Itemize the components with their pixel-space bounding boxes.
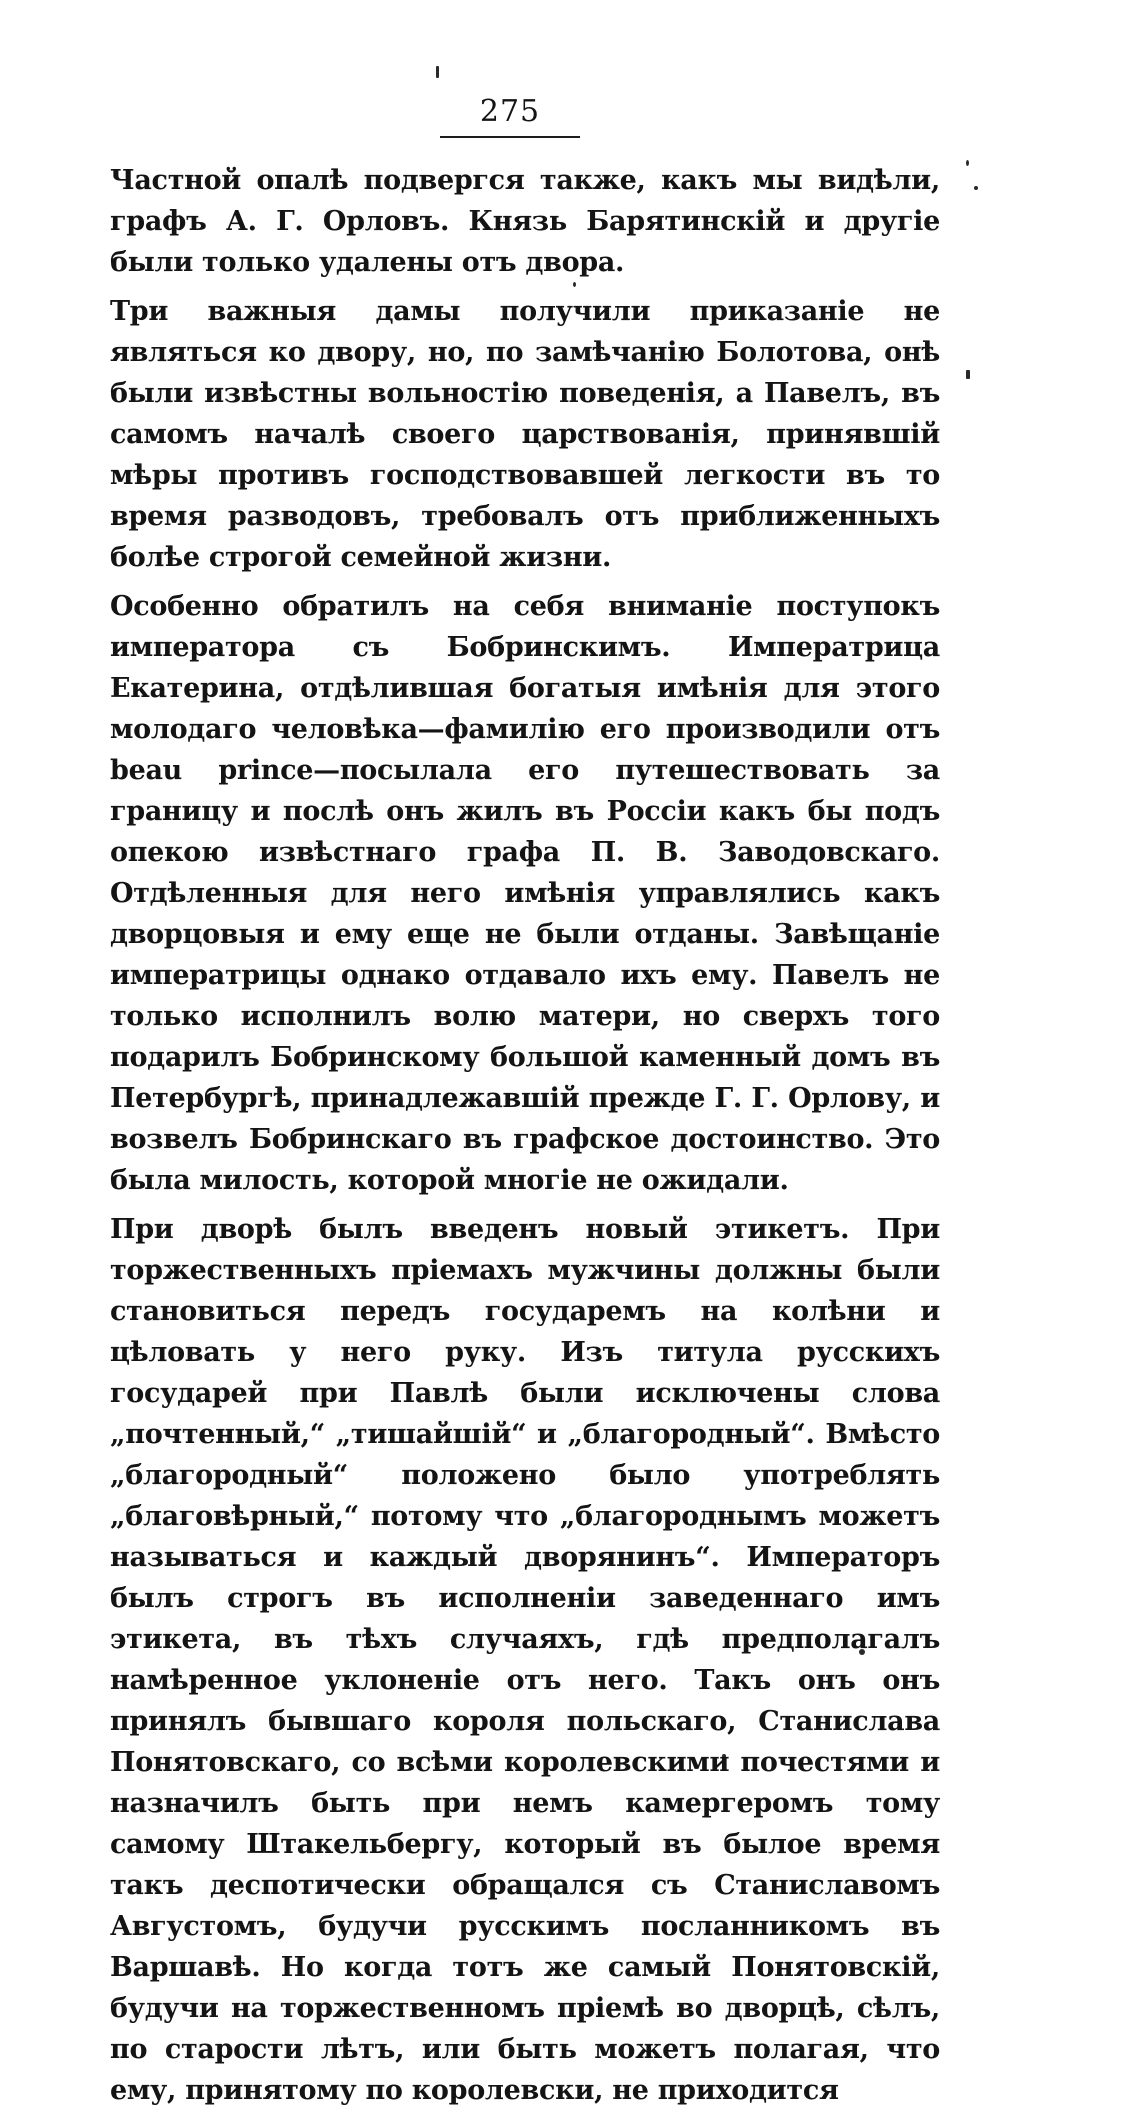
paragraph: Частной опалѣ подвергся также, какъ мы видѣли, графъ А. Г. Орловъ. Князь Барятинскій и другіе были только удалены отъ двора.	[110, 165, 940, 278]
print-speck	[974, 186, 978, 190]
print-speck	[966, 370, 970, 379]
paragraph: Три важныя дамы получили приказаніе не являться ко двору, но, по замѣчанію Болотова, онѣ были извѣстны вольностію поведенія, а Павелъ, въ самомъ началѣ своего царствованія, принявшій мѣры противъ господствовавшей легкости въ то время разводовъ, требовалъ отъ приближенныхъ болѣе строгой семейной жизни.	[110, 296, 940, 573]
page-header	[440, 94, 580, 130]
print-speck	[966, 160, 969, 166]
paragraph: Особенно обратилъ на себя вниманіе поступокъ императора съ Бобринскимъ. Императрица Екатерина, отдѣлившая богатыя имѣнія для этого молодаго человѣка—фамилію его производили отъ beau prince—посылала его путешествовать за границу и послѣ онъ жилъ въ Россіи какъ бы подъ опекою извѣстнаго графа П. В. Заводовскаго. Отдѣленныя для него имѣнія управлялись какъ дворцовыя и ему еще не были отданы. Завѣщаніе императрицы однако отдавало ихъ ему. Павелъ не только исполнилъ волю матери, но сверхъ того подарилъ Бобринскому большой каменный домъ въ Петербургѣ, принадлежавшій прежде Г. Г. Орлову, и возвелъ Бобринскаго въ графское достоинство. Это была милость, которой многіе не ожидали.	[110, 591, 940, 1196]
paragraph: При дворѣ былъ введенъ новый этикетъ. При торжественныхъ пріемахъ мужчины должны были становиться передъ государемъ на колѣни и цѣловать у него руку. Изъ титула русскихъ государей при Павлѣ были исключены слова „почтенный,“ „тишайшій“ и „благородный“. Вмѣсто „благородный“ положено было употреблять „благовѣрный,“ потому что „благороднымъ можетъ называться и каждый дворянинъ“. Императоръ былъ строгъ въ исполненіи заведеннаго имъ этикета, въ тѣхъ случаяхъ, гдѣ предполагалъ намѣренное уклоненіе отъ него. Такъ онъ онъ принялъ бывшаго короля польскаго, Станислава Понятовскаго, со всѣми королевскими почестями и назначилъ быть при немъ камергеромъ тому самому Штакельбергу, который въ былое время такъ деспотически обращался съ Станиславомъ Августомъ, будучи русскимъ посланникомъ въ Варшавѣ. Но когда тотъ же самый Понятовскій, будучи на торжественномъ пріемѣ во дворцѣ, сѣлъ, по старости лѣтъ, или быть можетъ полагая, что ему, принятому по королевски, не приходится	[110, 1214, 940, 2106]
print-speck	[436, 66, 439, 78]
page-number: 275	[479, 94, 541, 129]
header-rule	[440, 136, 580, 138]
body-text	[110, 160, 940, 2119]
